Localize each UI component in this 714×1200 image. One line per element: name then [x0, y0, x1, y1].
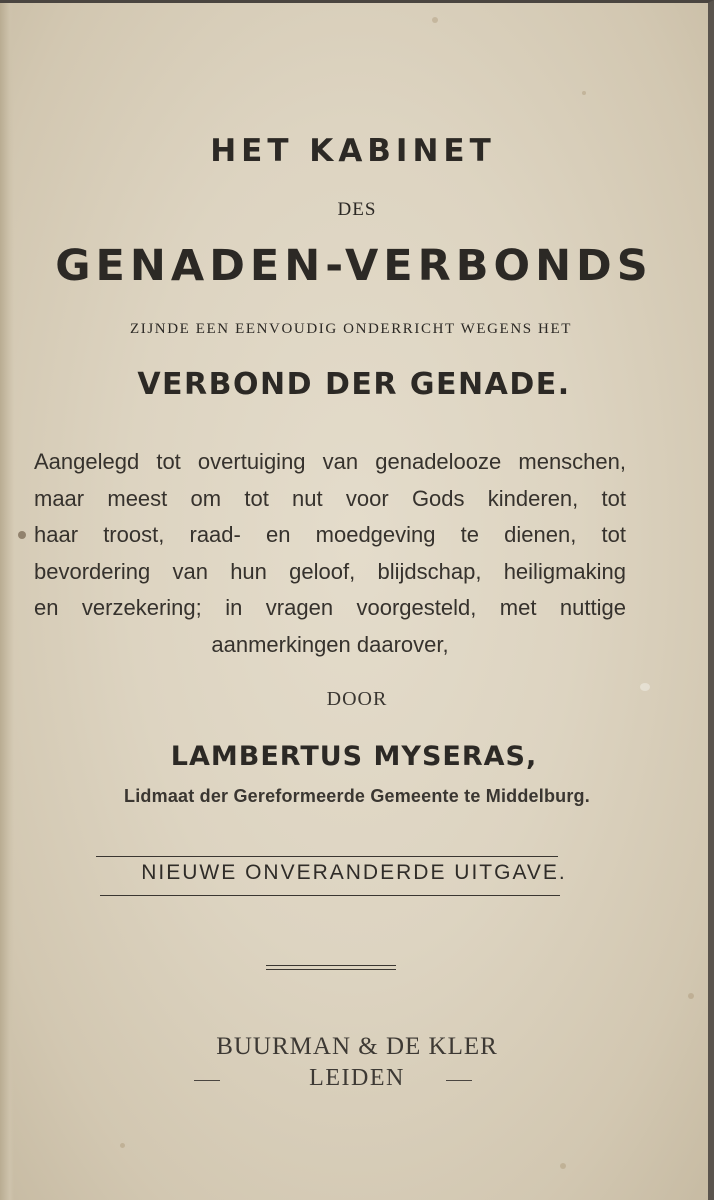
- publisher-city: LEIDEN: [309, 1065, 405, 1091]
- description-line: bevordering van hun geloof, blijdschap, heiligmaking: [34, 558, 626, 584]
- description-paragraph: [34, 444, 626, 663]
- by-label: DOOR: [326, 688, 388, 710]
- foxing-spot: [120, 1143, 125, 1148]
- city-dash-right: [446, 1080, 472, 1081]
- description-line: haar troost, raad- en moedgeving te dienen, tot: [34, 522, 626, 547]
- description-line: Aangelegd tot overtuiging van genadelooze menschen,: [34, 449, 626, 474]
- foxing-spot: [582, 91, 586, 95]
- author-affiliation: Lidmaat der Gereformeerde Gemeente te Middelburg.: [124, 786, 590, 806]
- ornament-rule: [266, 965, 396, 966]
- publisher-name: BUURMAN & DE KLER: [216, 1033, 498, 1060]
- subtitle: ZIJNDE EEN EENVOUDIG ONDERRICHT WEGENS HET: [129, 321, 573, 337]
- main-title: GENADEN-VERBONDS: [55, 241, 653, 291]
- foxing-spot: [18, 531, 26, 539]
- description-line: en verzekering; in vragen voorgesteld, met nuttige: [34, 595, 626, 620]
- description-line: maar meest om tot nut voor Gods kinderen, tot: [34, 485, 626, 511]
- edition-top-rule: [96, 856, 558, 857]
- title-des: DES: [337, 199, 377, 220]
- ornament-rule: [266, 969, 396, 970]
- description-line: aanmerkingen daarover,: [211, 631, 449, 657]
- edition-bottom-rule: [100, 895, 560, 896]
- foxing-spot: [432, 17, 438, 23]
- foxing-spot: [688, 993, 694, 999]
- page-spine-shadow: [0, 3, 14, 1200]
- foxing-spot: [560, 1163, 566, 1169]
- edition-label: NIEUWE ONVERANDERDE UITGAVE.: [141, 861, 567, 884]
- title-line-3: VERBOND DER GENADE.: [137, 367, 571, 402]
- title-line-1: HET KABINET: [210, 133, 496, 169]
- author-name: LAMBERTUS MYSERAS,: [170, 741, 538, 772]
